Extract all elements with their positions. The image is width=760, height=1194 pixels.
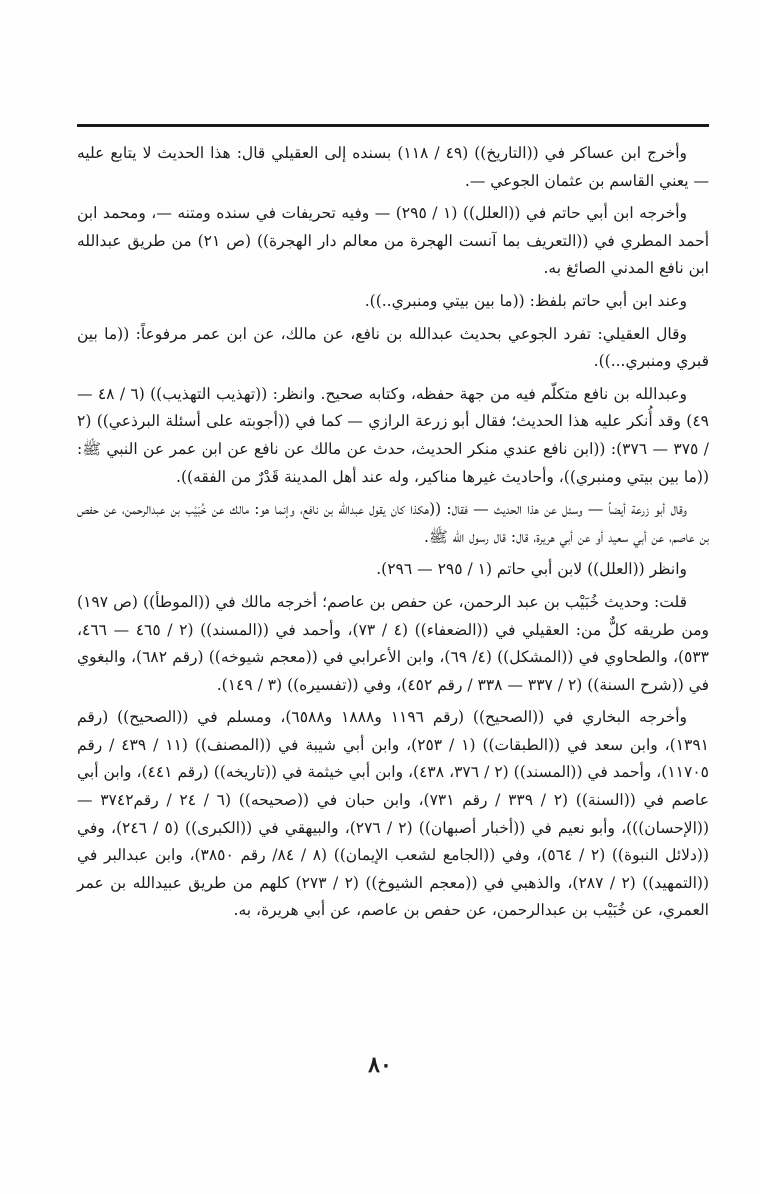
- paragraph-7: وانظر ((العلل)) لابن أبي حاتم (١ / ٢٩٥ — ٢٩٦).: [376, 560, 687, 579]
- footnote-separator-rule: [77, 124, 709, 127]
- paragraph-4: وقال العقيلي: تفرد الجوعي بحديث عبدالله بن نافع، عن مالك، عن ابن عمر مرفوعاً: ((ما بين قبري ومنبري...)).: [77, 324, 709, 371]
- paragraph-8: قلت: وحديث خُبَيْب بن عبد الرحمن، عن حفص بن عاصم؛ أخرجه مالك في ((الموطأ)) (ص ١٩٧) ومن طريقه كلٌّ من: العقيلي في ((الضعفاء)) (٤ / ٧٣)، وأحمد في ((المسند)) (٢ / ٤٦٥ — ٤٦٦، ٥٣٣)، والطحاوي في ((المشكل)) (٤/ ٦٩)، وابن الأعرابي في ((معجم شيوخه)) (رقم ٦٨٢)، والبغوي في ((شرح السنة)) (٢ / ٣٣٧ — ٣٣٨ / رقم ٤٥٢)، وفي ((تفسيره)) (٣ / ١٤٩).: [77, 592, 709, 694]
- paragraph-1: وأخرج ابن عساكر في ((التاريخ)) (٤٩ / ١١٨) بسنده إلى العقيلي قال: هذا الحديث لا يتابع عليه — يعني القاسم بن عثمان الجوعي —.: [77, 144, 709, 190]
- paragraph-2: وأخرجه ابن أبي حاتم في ((العلل)) (١ / ٢٩٥) — وفيه تحريفات في سنده ومتنه —، ومحمد ابن أحمد المطري في ((التعريف بما آنست الهجرة من معالم دار الهجرة)) (ص ٢١) من طريق عبدالله ابن نافع المدني الصائغ به.: [77, 204, 709, 278]
- paragraph-6: وقال أبو زرعة أيضاً — وسئل عن هذا الحديث — فقال: ((هكذا كان يقول عبدالله بن نافع، وإنما هو: مالك عن خُبَيْب بن عبدالرحمن، عن حفص بن عاصم، عن أبي سعيد أو عن أبي هريرة، قال: قال رسول الله ﷺ.: [77, 500, 709, 546]
- page-number: ٨٠: [368, 1052, 392, 1078]
- footnote-text-block: [77, 140, 709, 930]
- paragraph-5: وعبدالله بن نافع متكلّم فيه من جهة حفظه، وكتابه صحيح. وانظر: ((تهذيب التهذيب)) (٦ / ٤٨ — ٤٩) وقد أُنكر عليه هذا الحديث؛ فقال أبو زرعة الرازي — كما في ((أجوبته على أسئلة البرذعي)) (٢ / ٣٧٥ — ٣٧٦): ((ابن نافع عندي منكر الحديث، حدث عن مالك عن نافع عن ابن عمر عن النبي ﷺ: ((ما بين بيتي ومنبري))، وأحاديث غيرها مناكير، وله عند أهل المدينة قَدْرٌ من الفقه)).: [77, 384, 709, 486]
- paragraph-3: وعند ابن أبي حاتم بلفظ: ((ما بين بيتي ومنبري..)).: [364, 291, 687, 310]
- paragraph-9: وأخرجه البخاري في ((الصحيح)) (رقم ١١٩٦ و١٨٨٨ و٦٥٨٨)، ومسلم في ((الصحيح)) (رقم ١٣٩١)، وابن سعد في ((الطبقات)) (١ / ٢٥٣)، وابن أبي شيبة في ((المصنف)) (١١ / ٤٣٩ / رقم ١١٧٠٥)، وأحمد في ((المسند)) (٢ / ٣٧٦، ٤٣٨)، وابن أبي خيثمة في ((تاريخه)) (رقم ٤٤١)، وابن أبي عاصم في ((السنة)) (٢ / ٣٣٩ / رقم ٧٣١)، وابن حبان في ((صحيحه)) (٦ / ٢٤ / رقم٣٧٤٢ — ((الإحسان)))، وأبو نعيم في ((أخبار أصبهان)) (٢ / ٢٧٦)، والبيهقي في ((الكبرى)) (٥ / ٢٤٦)، وفي ((دلائل النبوة)) (٢ / ٥٦٤)، وفي ((الجامع لشعب الإيمان)) (٨ / ٨٤/ رقم ٣٨٥٠)، وابن عبدالبر في ((التمهيد)) (٢ / ٢٨٧)، والذهبي في ((معجم الشيوخ)) (٢ / ٢٧٣) كلهم من طريق عبيدالله بن عمر العمري، عن خُبَيْب بن عبدالرحمن، عن حفص بن عاصم، عن أبي هريرة، به.: [77, 708, 710, 920]
